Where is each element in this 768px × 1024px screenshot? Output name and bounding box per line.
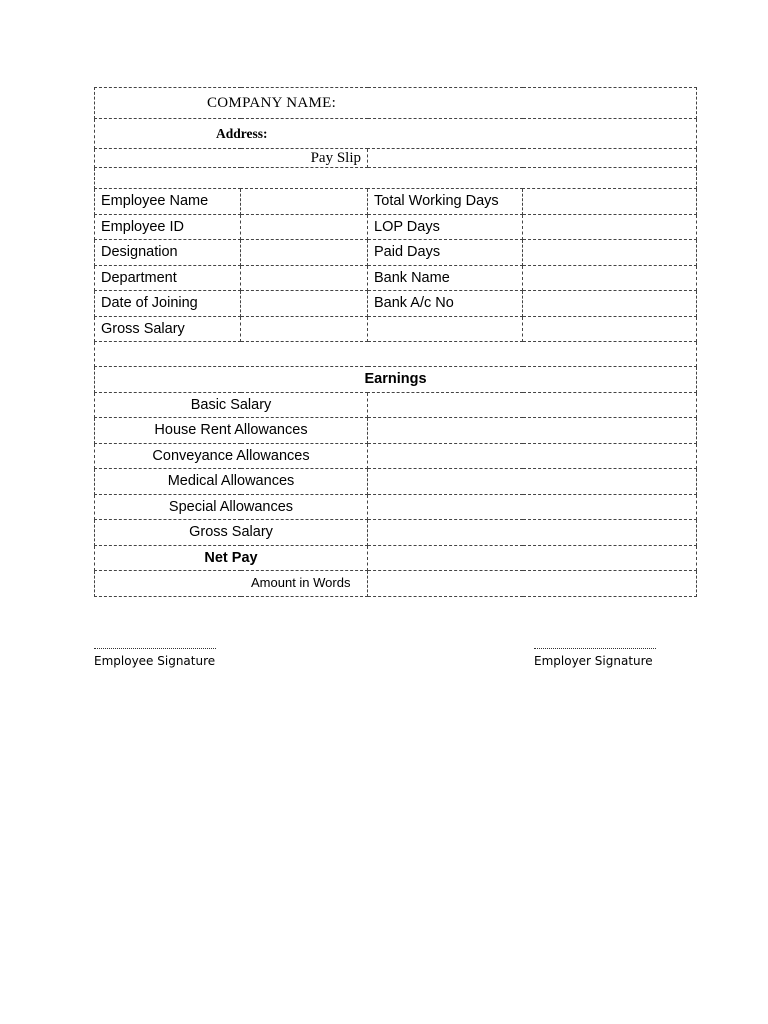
info-label: Employee ID <box>95 214 241 240</box>
net-pay-row <box>95 545 697 571</box>
payslip-table <box>94 87 697 597</box>
earning-row <box>95 494 697 520</box>
earning-value[interactable] <box>368 443 697 469</box>
info-value[interactable] <box>523 240 697 266</box>
amount-in-words-value[interactable] <box>368 571 697 597</box>
info-label: Paid Days <box>368 240 523 266</box>
info-label: Gross Salary <box>95 316 241 342</box>
info-value[interactable] <box>241 214 368 240</box>
info-value[interactable] <box>241 316 368 342</box>
info-row <box>95 265 697 291</box>
earning-label: Basic Salary <box>95 392 368 418</box>
info-value[interactable] <box>523 265 697 291</box>
earning-value[interactable] <box>368 520 697 546</box>
info-value[interactable] <box>523 214 697 240</box>
info-row <box>95 189 697 215</box>
employer-signature-block <box>534 648 656 668</box>
amount-in-words-label: Amount in Words <box>95 571 368 597</box>
earning-label: Gross Salary <box>95 520 368 546</box>
net-pay-label: Net Pay <box>95 545 368 571</box>
info-row <box>95 214 697 240</box>
info-label <box>368 316 523 342</box>
info-value[interactable] <box>241 240 368 266</box>
earning-value[interactable] <box>368 418 697 444</box>
earning-label: Conveyance Allowances <box>95 443 368 469</box>
info-label: LOP Days <box>368 214 523 240</box>
gap-row <box>95 342 697 367</box>
info-label: Date of Joining <box>95 291 241 317</box>
earnings-heading: Earnings <box>95 367 697 393</box>
employee-signature-label: Employee Signature <box>94 654 216 668</box>
info-row <box>95 316 697 342</box>
spacer-row <box>95 168 697 189</box>
payslip-title: Pay Slip <box>95 149 368 168</box>
earning-label: Medical Allowances <box>95 469 368 495</box>
info-label: Total Working Days <box>368 189 523 215</box>
info-label: Designation <box>95 240 241 266</box>
earning-row <box>95 469 697 495</box>
earning-row <box>95 418 697 444</box>
net-pay-value[interactable] <box>368 545 697 571</box>
info-row <box>95 240 697 266</box>
info-value[interactable] <box>523 291 697 317</box>
employer-signature-line <box>534 648 656 649</box>
info-value[interactable] <box>523 189 697 215</box>
address-row <box>95 119 697 149</box>
earning-value[interactable] <box>368 392 697 418</box>
info-value[interactable] <box>241 189 368 215</box>
employee-signature-block <box>94 648 216 668</box>
company-row <box>95 88 697 119</box>
earning-row <box>95 392 697 418</box>
info-label: Department <box>95 265 241 291</box>
employee-signature-line <box>94 648 216 649</box>
earning-value[interactable] <box>368 494 697 520</box>
payslip-title-row <box>95 149 697 168</box>
company-name-label: COMPANY NAME: <box>95 88 697 119</box>
payslip-sheet <box>94 87 696 597</box>
info-label: Employee Name <box>95 189 241 215</box>
info-value[interactable] <box>241 291 368 317</box>
earning-row <box>95 520 697 546</box>
info-row <box>95 291 697 317</box>
amount-words-row <box>95 571 697 597</box>
info-value[interactable] <box>241 265 368 291</box>
info-value[interactable] <box>523 316 697 342</box>
earning-value[interactable] <box>368 469 697 495</box>
earning-row <box>95 443 697 469</box>
payslip-title-value[interactable] <box>368 149 697 168</box>
earning-label: Special Allowances <box>95 494 368 520</box>
earning-label: House Rent Allowances <box>95 418 368 444</box>
earnings-heading-row <box>95 367 697 393</box>
info-label: Bank A/c No <box>368 291 523 317</box>
address-label: Address: <box>95 119 697 149</box>
info-label: Bank Name <box>368 265 523 291</box>
employer-signature-label: Employer Signature <box>534 654 653 668</box>
